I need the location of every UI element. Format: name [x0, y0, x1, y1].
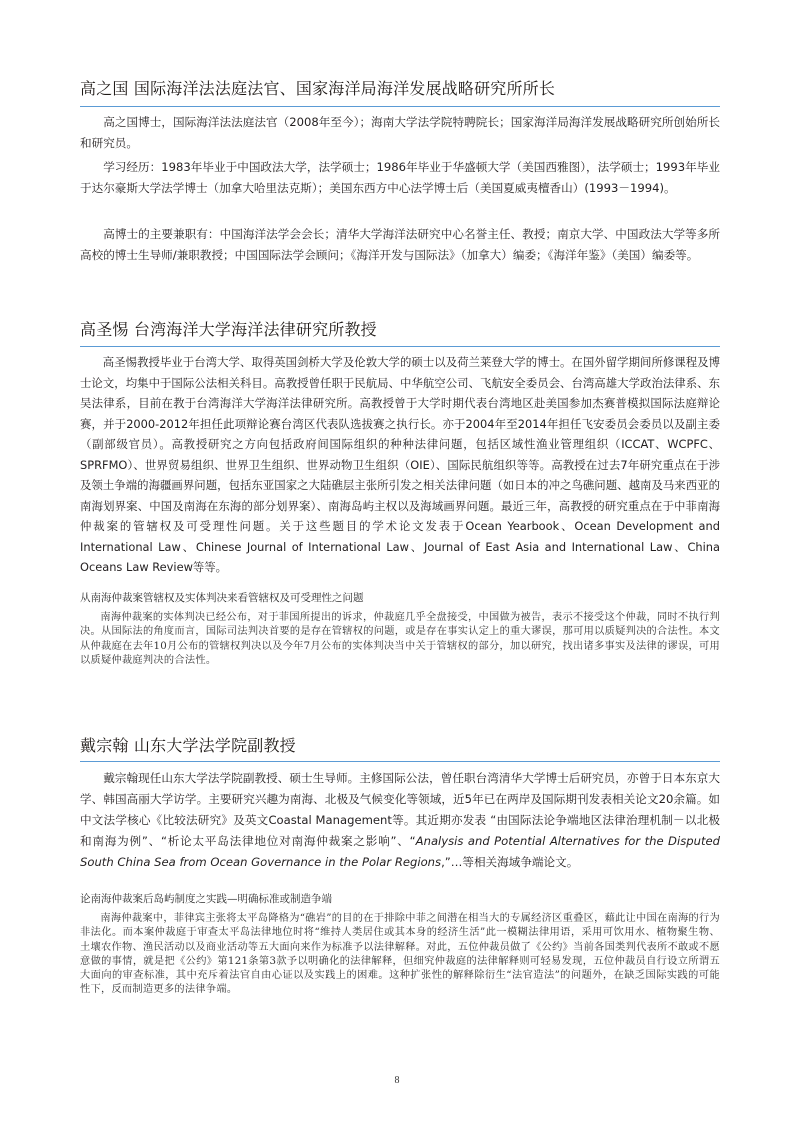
section-title: 戴宗翰 山东大学法学院副教授: [80, 736, 296, 755]
section-divider: [80, 761, 720, 762]
italic-paper-title: Analysis and Potential Alternatives for the Disputed South China Sea from Ocean Governance in the Polar Regions: [80, 834, 720, 869]
section-divider: [80, 106, 720, 107]
talk-title: 从南海仲裁案管辖权及实体判决来看管辖权及可受理性之问题: [80, 592, 364, 604]
bio-paragraph: 高之国博士，国际海洋法法庭法官（2008年至今）；海南大学法学院特聘院长；国家海洋局海洋发展战略研究所创始所长和研究员。: [80, 115, 720, 150]
bio-paragraph: 学习经历：1983年毕业于中国政法大学，法学硕士；1986年毕业于华盛顿大学（美国西雅图），法学硕士；1993年毕业于达尔豪斯大学法学博士（加拿大哈里法克斯）；美国东西方中心法学博士后（美国夏威夷檀香山）(1993－1994)。: [80, 160, 720, 195]
bio-paragraph: 高博士的主要兼职有：中国海洋法学会会长；清华大学海洋法研究中心名誉主任、教授；南京大学、中国政法大学等多所高校的博士生导师/兼职教授；中国国际法学会顾问；《海洋开发与国际法》（加拿大）编委；《海洋年鉴》（美国）编委等。: [80, 227, 720, 262]
talk-abstract: 南海仲裁案的实体判决已经公布，对于菲国所提出的诉求，仲裁庭几乎全盘接受，中国做为被告，表示不接受这个仲裁，同时不执行判决。从国际法的角度而言，国际司法判决首要的是存在管辖权的问题，或是存在事实认定上的重大谬误，那可用以质疑判决的合法性。本文从仲裁庭在去年10月公布的管辖权判决以及今年7月公布的实体判决当中关于管辖权的部分，加以研究，找出诸多事实及法律的谬误，可用以质疑仲裁庭判决的合法性。: [80, 612, 720, 666]
bio-text: 戴宗翰现任山东大学法学院副教授、硕士生导师。主修国际公法，曾任职台湾清华大学博士后研究员，亦曾于日本东京大学、韩国高丽大学访学。主要研究兴趣为南海、北极及气候变化等领域，近5年已在两岸及国际期刊发表相关论文20余篇。如中文法学核心《比较法研究》及英文Coastal Management等。其近期亦发表 “由国际法论争端地区法律治理机制－以北极和南海为例”、“析论太平岛法律地位对南海仲裁案之影响”、“: [80, 771, 720, 848]
section-title: 高之国 国际海洋法法庭法官、国家海洋局海洋发展战略研究所所长: [80, 79, 556, 98]
bio-paragraph: [80, 768, 720, 873]
section-title: 高圣惕 台湾海洋大学海洋法律研究所教授: [80, 320, 377, 339]
bio-tail-text: ,”…等相关海域争端论文。: [441, 855, 579, 869]
bio-paragraph: 高圣惕教授毕业于台湾大学、取得英国剑桥大学及伦敦大学的硕士以及荷兰莱登大学的博士。在国外留学期间所修课程及博士论文，均集中于国际公法相关科目。高教授曾任职于民航局、中华航空公司、飞航安全委员会、台湾高雄大学政治法律系、东吴法律系，目前在教于台湾海洋大学海洋法律研究所。高教授曾于大学时期代表台湾地区赴美国参加杰赛普模拟国际法庭辩论赛，并于2000-2012年担任此项辩论赛台湾区代表队选拔赛之执行长。亦于2004年至2014年担任飞安委员会委员以及副主委（副部级官员）。高教授研究之方向包括政府间国际组织的种种法律问题，包括区域性渔业管理组织（ICCAT、WCPFC、SPRFMO）、世界贸易组织、世界卫生组织、世界动物卫生组织（OIE）、国际民航组织等等。高教授在过去7年研究重点在于涉及领土争端的海疆画界问题，包括东亚国家之大陆礁层主张所引发之相关法律问题（如日本的冲之鸟礁问题、越南及马来西亚的南海划界案、中国及南海在东海的部分划界案）、南海岛屿主权以及海域画界问题。最近三年，高教授的研究重点在于中菲南海仲裁案的管辖权及可受理性问题。关于这些题目的学术论文发表于Ocean Yearbook、Ocean Development and International Law、Chinese Journal of International Law、Journal of East Asia and International Law、China Oceans Law Review等等。: [80, 355, 720, 574]
talk-title: 论南海仲裁案后岛屿制度之实践—明确标准或制造争端: [80, 893, 332, 905]
section-divider: [80, 346, 720, 347]
talk-abstract: 南海仲裁案中，菲律宾主张将太平岛降格为“礁岩”的目的在于排除中菲之间潜在相当大的专属经济区重叠区，藉此让中国在南海的行为非法化。而本案仲裁庭于审查太平岛法律地位时将“维持人类居住或其本身的经济生活”此一模糊法律用语，采用可饮用水、植物聚生物、土壤农作物、渔民活动以及商业活动等五大面向来作为标准予以法律解释。对此，五位仲裁员做了《公约》当前各国类判代表所不敢或不愿意做的事情，就是把《公约》第121条第3款予以明确化的法律解释，但细究仲裁庭的法律解释则可轻易发现，五位仲裁员自行设立所谓五大面向的审查标准，其中充斥着法官自由心证以及实践上的困难。这种扩张性的解释除衍生“法官造法”的问题外，在缺乏国际实践的可能性下，反而制造更多的法律争端。: [80, 913, 720, 996]
page-number: 8: [394, 1075, 400, 1086]
